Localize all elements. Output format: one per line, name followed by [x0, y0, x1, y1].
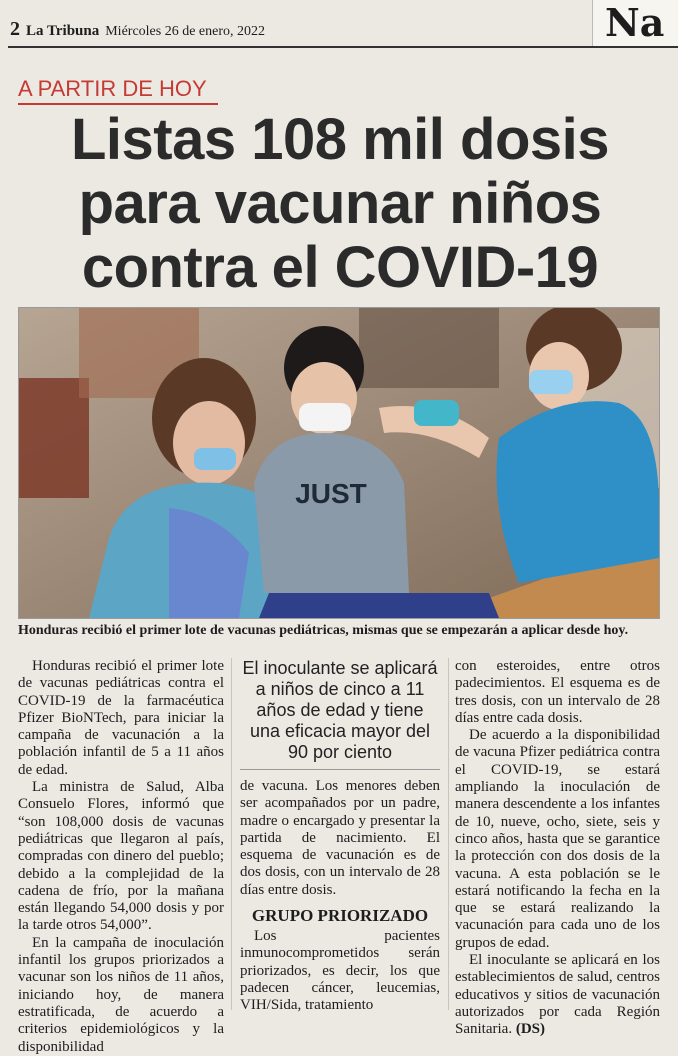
- headline-line: Listas 108 mil dosis: [70, 107, 610, 172]
- issue-date: Miércoles 26 de enero, 2022: [105, 24, 266, 39]
- paragraph: Los pacientes inmunocomprometidos serán priorizados, es decir, los que padecen cáncer, leucemias, VIH/Sida, tratamiento: [240, 928, 440, 1014]
- paragraph: En la campaña de inoculación infantil los grupos priorizados a vacunar son los niños de 11 años, iniciando hoy, de manera estratificada, de acuerdo a criterios epidemiológicos y la disponibilidad: [18, 934, 224, 1055]
- article-kicker: A PARTIR DE HOY: [18, 75, 218, 105]
- headline-line: contra el COVID-19: [81, 235, 599, 300]
- photo-caption: Honduras recibió el primer lote de vacunas pediátricas, mismas que se empezarán a aplicar desde hoy.: [18, 623, 629, 638]
- paragraph: con esteroides, entre otros padecimientos. El esquema es de tres dosis, con un intervalo de 28 días entre cada dosis.: [455, 658, 660, 726]
- closing-text: El inoculante se aplicará en los establecimientos de salud, centros educativos y sitios de vacunación autorizados por cada Región Sanitaria.: [455, 952, 660, 1038]
- subheading: GRUPO PRIORIZADO: [251, 906, 429, 926]
- vaccination-photo-illustration: [19, 308, 659, 618]
- paragraph: de vacuna. Los menores deben ser acompañados por un padre, madre o encargado y presentar la partida de nacimiento. El esquema de vacunación es de dos dosis, con un intervalo de 28 días entre dosis.: [240, 778, 440, 898]
- column-divider: [231, 658, 232, 1010]
- headline-line: para vacunar niños: [78, 171, 602, 236]
- shirt-text: JUST: [295, 478, 367, 509]
- paragraph: [455, 952, 660, 1038]
- folio-line: [10, 18, 265, 44]
- article-headline: [20, 108, 660, 300]
- article-photo: [18, 307, 660, 619]
- byline: (DS): [515, 1021, 545, 1038]
- article-column-1: [18, 658, 224, 1056]
- column-divider: [448, 658, 449, 1010]
- article-column-3: [455, 658, 660, 1039]
- section-label: Na: [592, 0, 678, 46]
- paragraph: De acuerdo a la disponibilidad de vacuna Pfizer pediátrica contra el COVID-19, se estará ampliando la inoculación de manera descendente a los infantes de 10, nueve, ocho, siete, seis y cinco años, hasta que se garantice la protección con dos dosis de la vacuna. A esta población se le estará notificando la fecha en la que se estará realizando la vacunación para cada uno de los grupos de edad.: [455, 727, 660, 951]
- pull-quote: El inoculante se aplicará a niños de cinco a 11 años de edad y tiene una eficacia mayor del 90 por ciento: [240, 658, 440, 770]
- paragraph: Honduras recibió el primer lote de vacunas pediátricas contra el COVID-19 de la farmacéutica Pfizer BioNTech, para iniciar la campaña de vacunación a la población infantil de 5 a 11 años de edad.: [18, 658, 224, 778]
- article-column-2: [240, 658, 440, 1015]
- header-rule: [8, 46, 678, 48]
- paragraph: La ministra de Salud, Alba Consuelo Flores, informó que “son 108,000 dosis de vacunas pediátricas que llegaron al país, compradas con dinero del pueblo; debido a la complejidad de la cadena de frío, por la mañana están llegando 54,000 dosis y por la tarde otros 54,000”.: [18, 779, 224, 934]
- page-number: 2: [10, 18, 20, 40]
- publication-name: La Tribuna: [26, 23, 100, 39]
